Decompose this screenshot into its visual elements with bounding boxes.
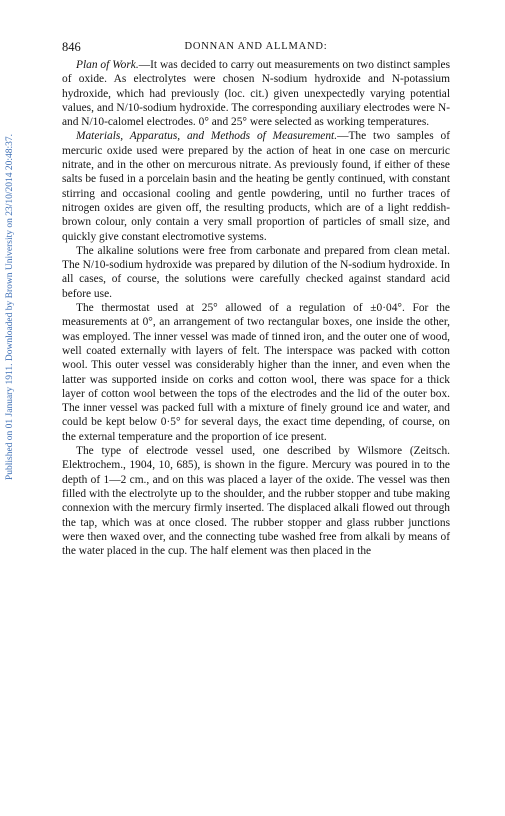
paragraph-alkaline-solutions (62, 244, 450, 301)
paragraph-text: —The two samples of mercuric oxide used were prepared by the action of heat in one case on mercuric nitrate, and in the other on mercurous nitrate. As previously found, if either of these salts be fused in a porcelain basin and the heating be gently continued, with constant stirring and occasional cooling and gentle powdering, until no further traces of nitrogen oxides are given off, the resulting products, which are of a light reddish-brown colour, only contain a very small proportion of particles of small size, and quickly give constant electromotive systems. (62, 130, 450, 243)
article-body (62, 58, 450, 558)
section-heading-materials: Materials, Apparatus, and Methods of Measurement. (76, 130, 338, 143)
paragraph-text: The type of electrode vessel used, one described by Wilsmore (Zeitsch. Elektrochem., 1904, 10, 685), is shown in the figure. Mercury was poured in to the depth of 1—2 cm., and on this was placed a layer of the oxide. The vessel was then filled with the electrolyte up to the shoulder, and the rubber stopper and tube making connexion with the mercury firmly inserted. The displaced alkali flowed out through the tap, which was at once closed. The rubber stopper and glass rubber junctions were then waxed over, and the connecting tube washed free from alkali by means of the water placed in the cup. The half element was then placed in the (62, 445, 450, 558)
paragraph-thermostat (62, 301, 450, 444)
running-head: DONNAN AND ALLMAND: (184, 41, 328, 52)
section-heading-plan-of-work: Plan of Work. (76, 59, 139, 71)
paragraph-text: —It was decided to carry out measurements on two distinct samples of oxide. As electrolytes were chosen N-sodium hydroxide and N-potassium hydroxide, which had previously (loc. cit.) given unexpectedly varying potential values, and N/10-sodium hydroxide. The corresponding auxiliary electrodes were N- and N/10-calomel electrodes. 0° and 25° were selected as working temperatures. (62, 59, 450, 129)
page-number: 846 (62, 40, 81, 54)
paragraph-materials (62, 129, 450, 243)
paragraph-text: The alkaline solutions were free from carbonate and prepared from clean metal. The N/10-sodium hydroxide was prepared by dilution of the N-sodium hydroxide. In all cases, of course, the solutions were carefully checked against standard acid before use. (62, 244, 450, 300)
paragraph-plan-of-work (62, 58, 450, 129)
page-header (62, 40, 450, 56)
paragraph-electrode-vessel (62, 444, 450, 558)
paragraph-text: The thermostat used at 25° allowed of a regulation of ±0·04°. For the measurements at 0°, an arrangement of two rectangular boxes, one inside the other, was employed. The inner vessel was made of tinned iron, and the outer one of wood, well coated externally with layers of felt. The interspace was packed with cotton wool. This outer vessel was considerably higher than the inner, and even when the latter was supported inside on corks and cotton wool, there was space for a thick layer of cotton wool between the tops of the electrodes and the lid of the outer box. The inner vessel was packed full with a mixture of finely ground ice and water, and could be kept below 0·5° for several days, the exact time depending, of course, on the external temperature and the proportion of ice present. (62, 302, 450, 443)
download-stamp-text: Published on 01 January 1911. Downloaded by Brown University on 23/10/2014 20:48:37. (5, 133, 15, 481)
download-stamp (3, 72, 17, 542)
